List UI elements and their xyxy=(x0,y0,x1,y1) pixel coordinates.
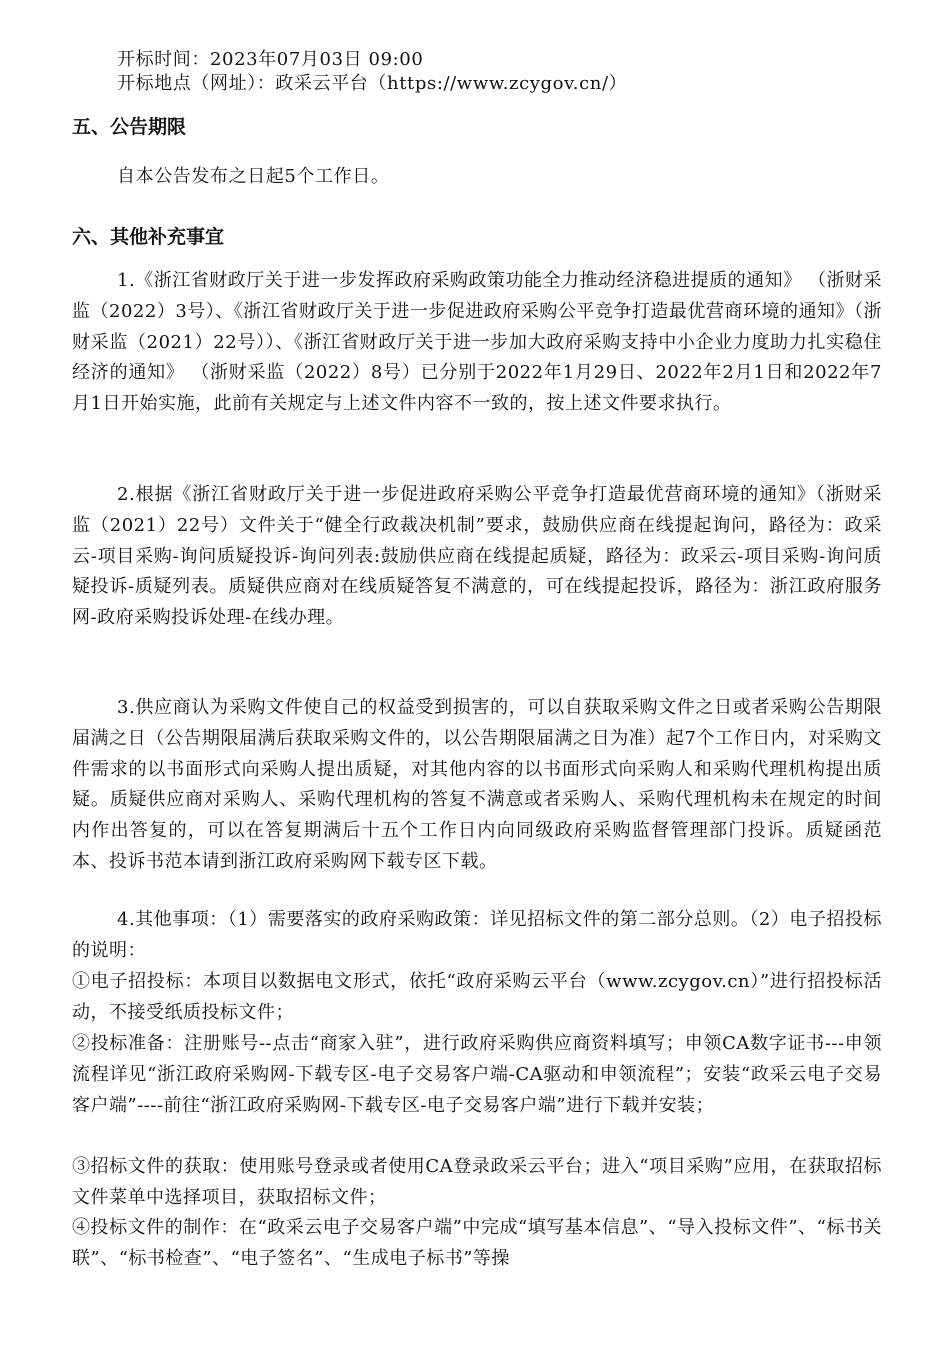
electronic-bidding-item-1: ①电子招投标：本项目以数据电文形式，依托“政府采购云平台（www.zcygov.cn）”进行招投标活动，不接受纸质投标文件； xyxy=(72,971,882,1023)
supplement-item-1: 1.《浙江省财政厅关于进一步发挥政府采购政策功能全力推动经济稳进提质的通知》 （浙财采监（2022）3号）、《浙江省财政厅关于进一步促进政府采购公平竞争打造最优营商环境的通知》（浙财采监（2021）22号））、《浙江省财政厅关于进一步加大政府采购支持中小企业力度助力扎实稳住经济的通知》 （浙财采监（2022）8号）已分别于2022年1月29日、2022年2月1日和2022年7月1日开始实施，此前有关规定与上述文件内容不一致的，按上述文件要求执行。 xyxy=(72,270,882,415)
supplement-item-3: 3.供应商认为采购文件使自己的权益受到损害的，可以自获取采购文件之日或者采购公告期限届满之日（公告期限届满后获取采购文件的，以公告期限届满之日为准）起7个工作日内，对采购文件需求的以书面形式向采购人提出质疑，对其他内容的以书面形式向采购人和采购代理机构提出质疑。质疑供应商对采购人、采购代理机构的答复不满意或者采购人、采购代理机构未在规定的时间内作出答复的，可以在答复期满后十五个工作日内向同级政府采购监督管理部门投诉。质疑函范本、投诉书范本请到浙江政府采购网下载专区下载。 xyxy=(72,697,882,872)
supplement-item-2: 2.根据《浙江省财政厅关于进一步促进政府采购公平竞争打造最优营商环境的通知》（浙财采监（2021）22号）文件关于“健全行政裁决机制”要求，鼓励供应商在线提起询问，路径为：政采云-项目采购-询问质疑投诉-询问列表:鼓励供应商在线提起质疑，路径为：政采云-项目采购-询问质疑投诉-质疑列表。质疑供应商对在线质疑答复不满意的，可在线提起投诉，路径为：浙江政府服务网-政府采购投诉处理-在线办理。 xyxy=(72,484,882,629)
section-6-heading: 六、其他补充事宜 xyxy=(72,226,225,248)
supplement-item-4: 4.其他事项：（1）需要落实的政府采购政策：详见招标文件的第二部分总则。（2）电子招投标的说明： xyxy=(72,909,882,961)
electronic-bidding-item-2: ②投标准备：注册账号--点击“商家入驻”，进行政府采购供应商资料填写；申领CA数字证书---申领流程详见“浙江政府采购网-下载专区-电子交易客户端-CA驱动和申领流程”；安装“政采云电子交易客户端”----前往“浙江政府采购网-下载专区-电子交易客户端”进行下载并安装； xyxy=(72,1033,882,1116)
electronic-bidding-item-3: ③招标文件的获取：使用账号登录或者使用CA登录政采云平台；进入“项目采购”应用，在获取招标文件菜单中选择项目，获取招标文件； xyxy=(72,1156,882,1208)
section-5-heading: 五、公告期限 xyxy=(72,116,187,138)
electronic-bidding-item-4: ④投标文件的制作：在“政采云电子交易客户端”中完成“填写基本信息”、“导入投标文件”、“标书关联”、“标书检查”、“电子签名”、“生成电子标书”等操 xyxy=(72,1217,882,1269)
bid-opening-time: 开标时间：2023年07月03日 09:00 xyxy=(117,49,424,70)
announcement-period-text: 自本公告发布之日起5个工作日。 xyxy=(117,166,390,187)
bid-opening-location: 开标地点（网址）：政采云平台（https://www.zcygov.cn/） xyxy=(117,73,628,94)
